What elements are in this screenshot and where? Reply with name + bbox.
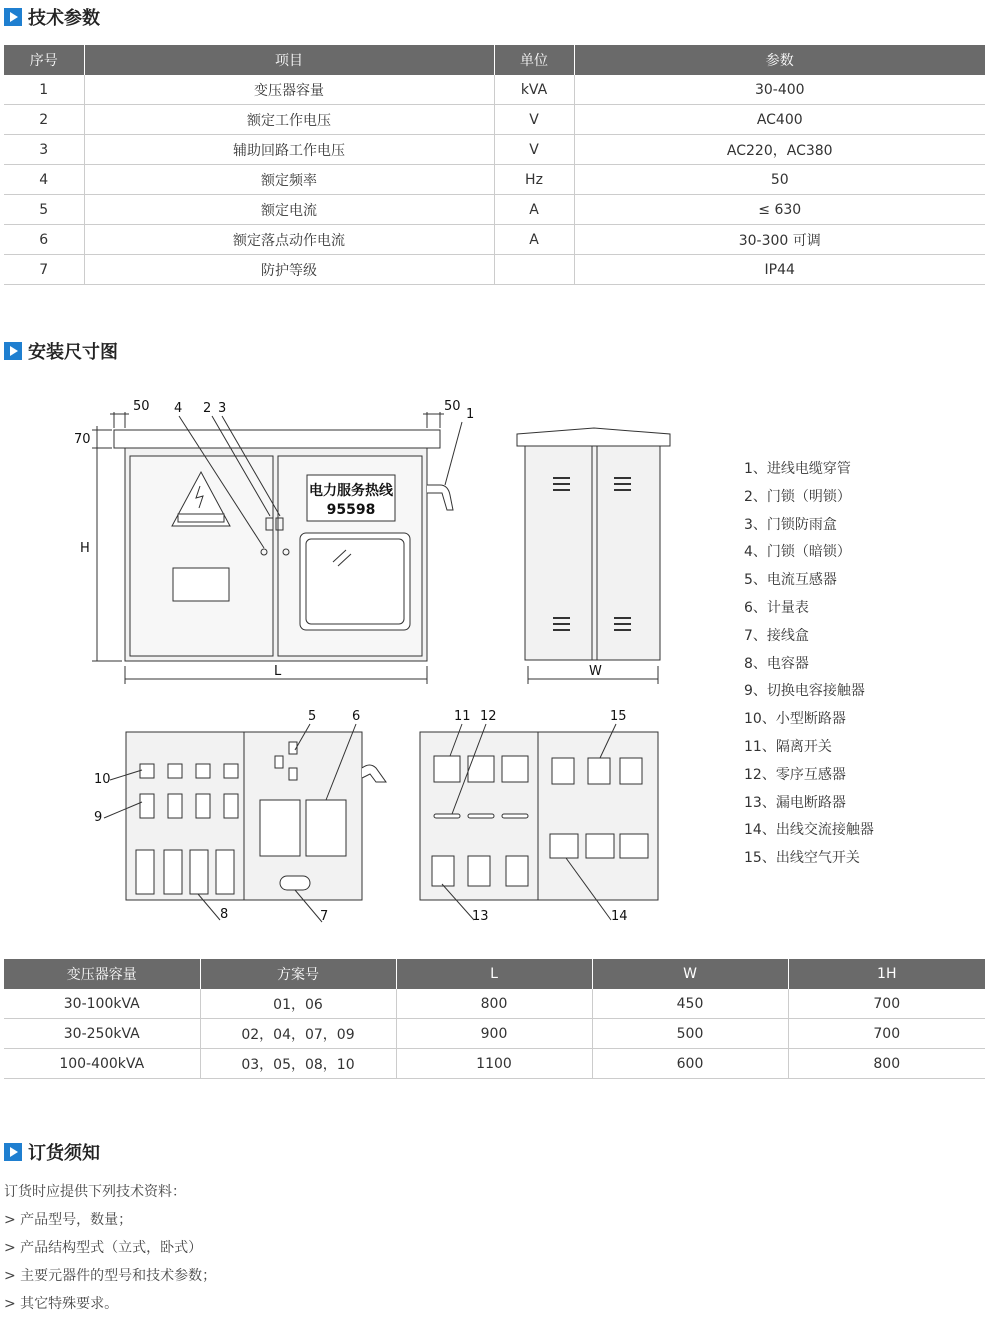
- callout-1: 1: [466, 407, 475, 422]
- cell: AC220，AC380: [574, 135, 985, 165]
- cell: 700: [788, 989, 985, 1019]
- cell: V: [494, 135, 574, 165]
- col-header: 方案号: [200, 959, 396, 989]
- table-row: [4, 225, 985, 255]
- cell: ≤ 630: [574, 195, 985, 225]
- cell: IP44: [574, 255, 985, 285]
- side-view: [517, 428, 670, 684]
- table-row: [4, 989, 985, 1019]
- side-roof: [517, 428, 670, 446]
- legend-item: 15、出线空气开关: [744, 850, 860, 867]
- cell: 1100: [396, 1049, 592, 1079]
- callout-3: 3: [218, 401, 227, 416]
- cell: A: [494, 195, 574, 225]
- dim-50a: 50: [133, 399, 150, 414]
- cell: 800: [396, 989, 592, 1019]
- legend-item: 9、切换电容接触器: [744, 683, 865, 700]
- door-text1: 电力服务热线: [309, 483, 393, 499]
- cell: 03，05，08，10: [200, 1049, 396, 1079]
- cell: 800: [788, 1049, 985, 1079]
- nameplate: [173, 568, 229, 601]
- dim-W: W: [589, 664, 602, 679]
- section-title-text: 技术参数: [28, 8, 100, 29]
- cell: 5: [4, 195, 84, 225]
- section-title-tech: [4, 4, 100, 30]
- door-text2: 95598: [326, 502, 376, 518]
- order-item: > 其它特殊要求。: [4, 1296, 119, 1312]
- cell: 额定工作电压: [84, 105, 494, 135]
- dim-50b: 50: [444, 399, 461, 414]
- cell: 额定电流: [84, 195, 494, 225]
- callout-11: 11: [454, 709, 471, 724]
- legend-item: 14、出线交流接触器: [744, 822, 874, 839]
- legend-item: 5、电流互感器: [744, 572, 837, 589]
- play-arrow-icon: [4, 1143, 22, 1161]
- warning-label: [178, 514, 224, 522]
- table-row: [4, 1049, 985, 1079]
- cell: 7: [4, 255, 84, 285]
- cell: 额定落点动作电流: [84, 225, 494, 255]
- play-arrow-icon: [4, 342, 22, 360]
- cabinet-roof: [114, 430, 440, 448]
- order-intro: 订货时应提供下列技术资料：: [4, 1184, 186, 1200]
- cell: 50: [574, 165, 985, 195]
- cell: 01，06: [200, 989, 396, 1019]
- cell: 500: [592, 1019, 788, 1049]
- cell: 2: [4, 105, 84, 135]
- cell: 额定频率: [84, 165, 494, 195]
- order-item: > 主要元器件的型号和技术参数；: [4, 1268, 217, 1284]
- cell: 4: [4, 165, 84, 195]
- col-header: 序号: [4, 45, 84, 75]
- cell: 700: [788, 1019, 985, 1049]
- table-header-row: [4, 959, 985, 989]
- table-row: [4, 195, 985, 225]
- order-notes: [4, 1178, 216, 1318]
- table-row: [4, 1019, 985, 1049]
- legend-item: 6、计量表: [744, 599, 809, 616]
- cell: 30-300 可调: [574, 225, 985, 255]
- callout-15: 15: [610, 709, 627, 724]
- dim-70: 70: [74, 432, 91, 447]
- cell: V: [494, 105, 574, 135]
- dimension-table: [4, 959, 985, 1079]
- legend-item: 4、门锁（暗锁）: [744, 544, 851, 561]
- tech-params-table: [4, 45, 985, 285]
- cell: 02，04，07，09: [200, 1019, 396, 1049]
- cell: 辅助回路工作电压: [84, 135, 494, 165]
- legend-item: 8、电容器: [744, 655, 809, 672]
- callout-14: 14: [611, 909, 628, 924]
- cell: 1: [4, 75, 84, 105]
- table-row: [4, 75, 985, 105]
- callout-7: 7: [320, 909, 329, 924]
- interior-left: [94, 709, 386, 924]
- cell: 30-250kVA: [4, 1019, 200, 1049]
- legend-item: 12、零序互感器: [744, 766, 846, 783]
- legend-item: 7、接线盒: [744, 627, 809, 644]
- cell: 900: [396, 1019, 592, 1049]
- table-row: [4, 135, 985, 165]
- cell: [494, 255, 574, 285]
- callout-10: 10: [94, 772, 111, 787]
- callout-13: 13: [472, 909, 489, 924]
- col-header: 项目: [84, 45, 494, 75]
- legend-item: 11、隔离开关: [744, 738, 832, 755]
- table-row: [4, 165, 985, 195]
- section-title-text: 订货须知: [28, 1143, 100, 1164]
- table-row: [4, 255, 985, 285]
- section-title-install: [4, 338, 118, 364]
- col-header: 1H: [788, 959, 985, 989]
- section-title-text: 安装尺寸图: [28, 342, 118, 363]
- cell: 600: [592, 1049, 788, 1079]
- cell: A: [494, 225, 574, 255]
- legend-item: 13、漏电断路器: [744, 794, 846, 811]
- legend-item: 3、门锁防雨盒: [744, 516, 837, 533]
- callout-5: 5: [308, 709, 317, 724]
- cell: 变压器容量: [84, 75, 494, 105]
- dim-L: L: [274, 664, 282, 679]
- callout-8: 8: [220, 907, 229, 922]
- table-header-row: [4, 45, 985, 75]
- legend-item: 2、门锁（明锁）: [744, 488, 851, 505]
- callout-12: 12: [480, 709, 497, 724]
- component-legend: [744, 456, 874, 873]
- callout-6: 6: [352, 709, 361, 724]
- callout-4: 4: [174, 401, 183, 416]
- cell: 30-100kVA: [4, 989, 200, 1019]
- cell: 100-400kVA: [4, 1049, 200, 1079]
- legend-item: 10、小型断路器: [744, 711, 846, 728]
- cell: 450: [592, 989, 788, 1019]
- col-header: 单位: [494, 45, 574, 75]
- dim-H: H: [80, 541, 90, 556]
- section-title-order: [4, 1139, 100, 1165]
- meter-window: [300, 533, 410, 630]
- cell: Hz: [494, 165, 574, 195]
- order-item: > 产品结构型式（立式，卧式）: [4, 1240, 203, 1256]
- col-header: L: [396, 959, 592, 989]
- table-row: [4, 105, 985, 135]
- col-header: W: [592, 959, 788, 989]
- col-header: 参数: [574, 45, 985, 75]
- callout-2: 2: [203, 401, 212, 416]
- order-item: > 产品型号，数量；: [4, 1212, 133, 1228]
- cell: 防护等级: [84, 255, 494, 285]
- cell: kVA: [494, 75, 574, 105]
- cell: AC400: [574, 105, 985, 135]
- front-view: [74, 399, 474, 684]
- interior-right: [420, 709, 658, 924]
- cell: 30-400: [574, 75, 985, 105]
- cell: 3: [4, 135, 84, 165]
- callout-9: 9: [94, 810, 103, 825]
- legend-item: 1、进线电缆穿管: [744, 461, 851, 477]
- cell: 6: [4, 225, 84, 255]
- cable-conduit: [427, 485, 453, 510]
- col-header: 变压器容量: [4, 959, 200, 989]
- play-arrow-icon: [4, 8, 22, 26]
